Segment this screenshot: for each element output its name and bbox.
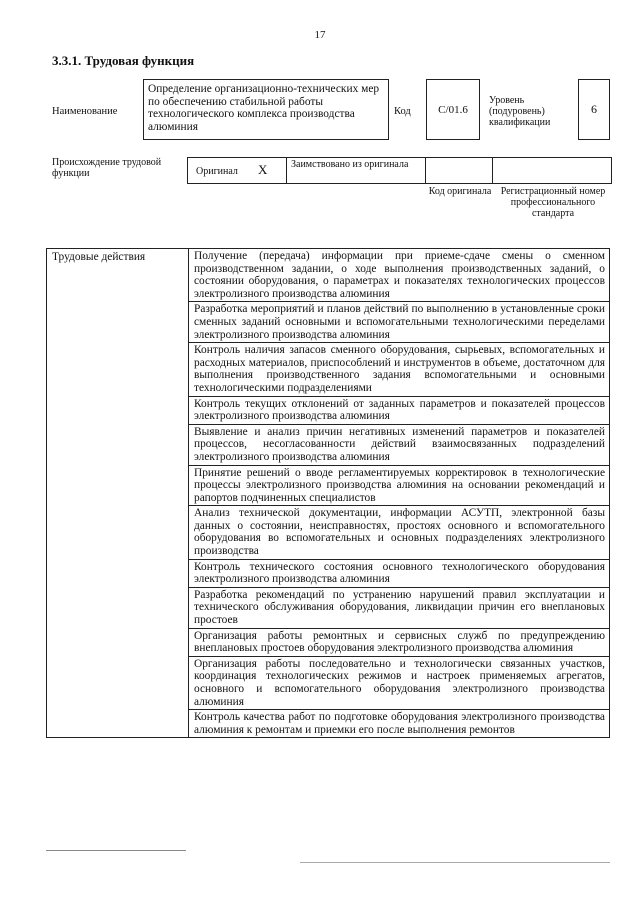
code-original-cell (425, 157, 493, 184)
function-name-value: Определение организационно-технических мер по обеспечению стабильной работы технологического комплекса производства алюминия (148, 83, 380, 133)
code-value: C/01.6 (438, 103, 468, 116)
action-item: Получение (передача) информации при приеме-сдаче смены о сменном производственном задании, о ходе выполнения производственных заданий, о состоянии оборудования, о параметрах и показателях технологических процессов электролизного производства алюминия (189, 249, 610, 302)
level-label: Уровень (подуровень) квалификации (489, 95, 551, 128)
action-item: Организация работы ремонтных и сервисных служб по предупреждению внеплановых простоев оборудования электролизного производства алюминия (189, 628, 610, 656)
action-item: Контроль качества работ по подготовке оборудования электролизного производства алюминия к ремонтам и приемки его после выполнения ремонтов (189, 710, 610, 738)
reg-number-label: Регистрационный номер профессионального стандарта (500, 186, 606, 219)
original-cell (187, 157, 287, 184)
table-row (47, 249, 610, 302)
table-continuation-line (300, 862, 610, 863)
action-item: Разработка рекомендаций по устранению нарушений правил эксплуатации и технического обслуживания оборудования, ликвидации причин его внеплановых простоев (189, 587, 610, 628)
code-label: Код (394, 106, 411, 117)
section-title: 3.3.1. Трудовая функция (52, 53, 195, 68)
borrowed-cell (286, 157, 426, 184)
name-label: Наименование (52, 106, 118, 117)
action-item: Принятие решений о вводе регламентируемых корректировок в технологические процессы электролизного производства алюминия на основании рекомендаций и рапортов подчиненных специалистов (189, 465, 610, 506)
table-continuation-line (46, 850, 186, 851)
action-item: Контроль наличия запасов сменного оборудования, сырьевых, вспомогательных и расходных материалов, приспособлений и инструментов в объеме, достаточном для выполнения производственного задания вспомогательными и основными технологическими подразделениями (189, 343, 610, 396)
original-mark: X (258, 162, 268, 177)
code-original-label: Код оригинала (428, 186, 492, 197)
function-name-box (143, 79, 389, 140)
action-item: Разработка мероприятий и планов действий по выполнению в установленные сроки сменных заданий основными и вспомогательными технологическими переделами электролизного производства алюминия (189, 302, 610, 343)
actions-table (46, 248, 610, 738)
action-item: Контроль технического состояния основного технологического оборудования электролизного производства алюминия (189, 559, 610, 587)
reg-number-cell (492, 157, 612, 184)
level-box (578, 79, 610, 140)
level-value: 6 (591, 102, 597, 116)
page-number: 17 (314, 29, 326, 41)
origin-grid (187, 157, 612, 184)
origin-label: Происхождение трудовой функции (52, 157, 162, 179)
original-label: Оригинал (196, 166, 238, 177)
actions-label: Трудовые действия (47, 249, 189, 738)
code-box (426, 79, 480, 140)
action-item: Выявление и анализ причин негативных изменений параметров и показателей процессов, несогласованности действий взаимосвязанных подразделений электролизного производства алюминия (189, 424, 610, 465)
action-item: Организация работы последовательно и технологически связанных участков, координация технологических режимов и настроек применяемых агрегатов, основного и вспомогательного оборудования электролизного производства алюминия (189, 656, 610, 709)
action-item: Анализ технической документации, информации АСУТП, электронной базы данных о состоянии, неисправностях, простоях основного и вспомогательного оборудования во вспомогательных и основных подразделениях электролизного производства (189, 506, 610, 559)
borrowed-label: Заимствовано из оригинала (291, 159, 409, 170)
action-item: Контроль текущих отклонений от заданных параметров и показателей процессов электролизного производства алюминия (189, 396, 610, 424)
